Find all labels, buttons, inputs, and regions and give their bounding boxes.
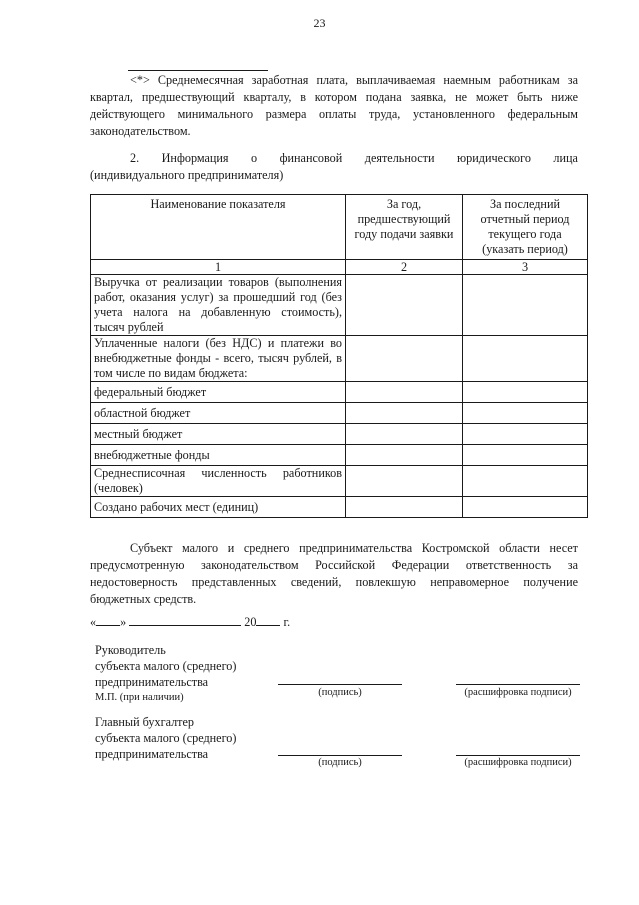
day-blank[interactable] [96, 613, 120, 626]
row-label-federal-budget: федеральный бюджет [91, 382, 346, 403]
date-open-quote: « [90, 615, 97, 629]
accountant-title-line1: Главный бухгалтер [95, 715, 195, 729]
head-signature-caption: (подпись) [318, 687, 362, 698]
year-suffix: г. [283, 615, 291, 629]
section-heading-line2: (индивидуального предпринимателя) [90, 168, 284, 182]
header-current-period: За последний отчетный период текущего года (указать период) [463, 195, 588, 260]
head-decoding-line[interactable] [456, 684, 580, 685]
head-title-line2: субъекта малого (среднего) [95, 659, 237, 673]
accountant-decoding-line[interactable] [456, 755, 580, 756]
footnote [90, 72, 578, 140]
year-blank[interactable] [256, 613, 280, 626]
cell-current-period[interactable] [463, 445, 588, 466]
cell-prior-year[interactable] [346, 403, 463, 424]
table-row [91, 275, 588, 336]
financial-info-table [90, 194, 588, 518]
liability-statement [90, 540, 578, 608]
row-label-revenue: Выручка от реализации товаров (выполнения работ, оказания услуг) за прошедший год (без учета налога на добавленную стоимость), тысяч рублей [91, 275, 346, 336]
footnote-divider [128, 70, 268, 71]
heading-word: финансовой [279, 151, 343, 165]
stamp-note: М.П. (при наличии) [95, 692, 184, 703]
month-blank[interactable] [129, 613, 241, 626]
cell-prior-year[interactable] [346, 424, 463, 445]
cell-prior-year[interactable] [346, 466, 463, 497]
page-number: 23 [313, 16, 326, 30]
year-prefix: 20 [244, 615, 257, 629]
cell-current-period[interactable] [463, 424, 588, 445]
cell-prior-year[interactable] [346, 382, 463, 403]
footnote-marker: <*> [130, 73, 150, 87]
table-row [91, 445, 588, 466]
cell-current-period[interactable] [463, 275, 588, 336]
accountant-signer-block [95, 714, 236, 762]
heading-word: Информация [161, 151, 229, 165]
section-heading [90, 150, 578, 184]
cell-prior-year[interactable] [346, 445, 463, 466]
row-label-jobs-created: Создано рабочих мест (единиц) [91, 497, 346, 518]
heading-word: лица [553, 151, 578, 165]
accountant-signature-caption: (подпись) [318, 757, 362, 768]
date-close-quote: » [120, 615, 127, 629]
cell-current-period[interactable] [463, 466, 588, 497]
cell-prior-year[interactable] [346, 336, 463, 382]
heading-word: о [251, 151, 258, 165]
head-decoding-caption: (расшифровка подписи) [464, 687, 572, 698]
section-number: 2. [130, 151, 140, 165]
table-row [91, 382, 588, 403]
footnote-text: Среднемесячная заработная плата, выплачиваемая наемным работникам за квартал, предшествующий кварталу, в котором подана заявка, не может быть ниже действующего минимального размера оплаты труда, установленного федеральным законодательством. [90, 73, 579, 138]
header-indicator-name: Наименование показателя [91, 195, 346, 260]
head-signer-block [95, 642, 236, 706]
section-heading-line1 [90, 150, 578, 167]
accountant-signature-line[interactable] [278, 755, 402, 756]
head-title-line3: предпринимательства [95, 675, 209, 689]
column-number: 1 [91, 260, 346, 275]
header-prior-year: За год, предшествующий году подачи заявки [346, 195, 463, 260]
table-row [91, 424, 588, 445]
heading-word: деятельности [364, 151, 435, 165]
row-label-local-budget: местный бюджет [91, 424, 346, 445]
accountant-title-line3: предпринимательства [95, 747, 209, 761]
cell-prior-year[interactable] [346, 497, 463, 518]
column-number: 2 [346, 260, 463, 275]
table-header-row [91, 195, 588, 260]
heading-word: юридического [457, 151, 531, 165]
accountant-decoding-caption: (расшифровка подписи) [464, 757, 572, 768]
table-row [91, 403, 588, 424]
liability-text: Субъект малого и среднего предпринимательства Костромской области несет предусмотренную законодательством Российской Федерации ответственность за недостоверность представленных сведений, повлекшую неправомерное получение бюджетных средств. [90, 541, 578, 606]
cell-prior-year[interactable] [346, 275, 463, 336]
row-label-regional-budget: областной бюджет [91, 403, 346, 424]
cell-current-period[interactable] [463, 497, 588, 518]
row-label-headcount: Среднесписочная численность работников (человек) [91, 466, 346, 497]
head-signature-line[interactable] [278, 684, 402, 685]
table-row [91, 466, 588, 497]
cell-current-period[interactable] [463, 403, 588, 424]
row-label-taxes-paid: Уплаченные налоги (без НДС) и платежи во внебюджетные фонды - всего, тысяч рублей, в том числе по видам бюджета: [91, 336, 346, 382]
accountant-title-line2: субъекта малого (среднего) [95, 731, 237, 745]
date-line [90, 613, 290, 630]
cell-current-period[interactable] [463, 382, 588, 403]
column-number-row [91, 260, 588, 275]
column-number: 3 [463, 260, 588, 275]
cell-current-period[interactable] [463, 336, 588, 382]
head-title-line1: Руководитель [95, 643, 166, 657]
table-row [91, 497, 588, 518]
table-row [91, 336, 588, 382]
row-label-extrabudgetary-funds: внебюджетные фонды [91, 445, 346, 466]
